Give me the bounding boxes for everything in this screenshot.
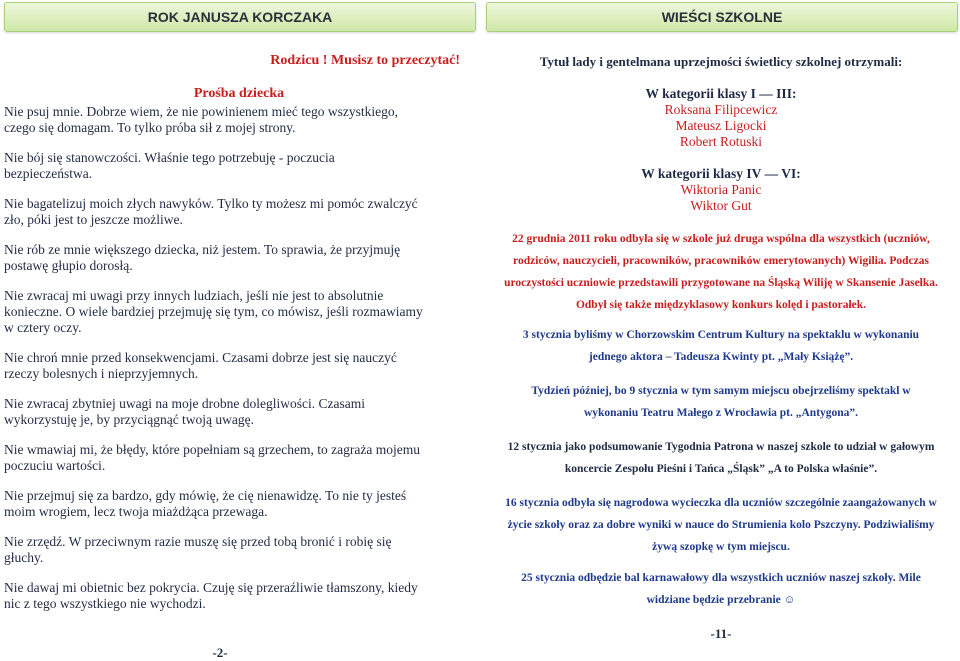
left-banner: ROK JANUSZA KORCZAKA [4,2,476,32]
news-wigilia [482,228,960,316]
news-maly-ksiaze [482,324,960,368]
news-line: rodziców, nauczycieli, pracowników, pracowników emerytowanych) Wigilia. Podczas [513,255,929,267]
news-line: widziane będzie przebranie ☺ [646,594,796,606]
category-title: W kategorii klasy IV — VI: [641,166,801,181]
news-line: żywą szopkę w tym miejscu. [652,541,790,553]
news-line: wykonaniu Teatru Małego z Wrocławia pt. „Antygona”. [583,407,859,419]
news-line: 22 grudnia 2011 roku odbyła się w szkole już druga wspólna dla wszystkich (uczniów, [512,233,930,245]
paragraph: Nie chroń mnie przed konsekwencjami. Czasami dobrze jest się nauczyć rzeczy bolesnych i nieprzyjemnych. [4,350,397,381]
news-line: Odbył się także międzyklasowy konkurs kolęd i pastorałek. [575,299,867,311]
news-line: Tydzień później, bo 9 stycznia w tym samym miejscu obejrzeliśmy spektakl w [531,385,911,397]
paragraph: Nie bój się stanowczości. Właśnie tego potrzebuję - poczucia bezpieczeństwa. [4,150,335,181]
news-line: koncercie Zespołu Pieśni i Tańca „Śląsk” „A to Polska właśnie”. [564,463,878,475]
page-number-right: -11- [710,626,732,641]
winner-name: Wiktor Gut [690,198,752,213]
winner-name: Mateusz Ligocki [675,118,767,133]
category-title: W kategorii klasy I — III: [645,86,797,101]
paragraph: Nie zwracaj zbytniej uwagi na moje drobne dolegliwości. Czasami wykorzystuję je, by przyciągnąć twoją uwagę. [4,396,366,427]
news-line: 12 stycznia jako podsumowanie Tygodnia Patrona w naszej szkole to udział w gałowym [507,441,935,453]
news-line: uroczystości uczniowie przedstawili przygotowane na Śląską Wiliję w Skansenie Jasełka. [504,277,938,289]
winner-name: Roksana Filipcewicz [664,102,778,117]
news-wycieczka [482,492,960,558]
news-line: życie szkoły oraz za dobre wyniki w nauce do Strumienia kolo Pszczyny. Podziwialiśmy [507,519,935,531]
news-line: 3 stycznia byliśmy w Chorzowskim Centrum Kultury na spektaklu w wykonaniu [522,329,920,341]
news-bal [482,567,960,611]
news-antygona [482,380,960,424]
paragraph: Nie bagatelizuj moich złych nawyków. Tylko ty możesz mi pomóc zwalczyć zło, póki jest to jeszcze możliwe. [4,196,418,227]
winner-name: Robert Rotuski [679,134,763,149]
right-page [482,0,960,641]
request-paragraphs [4,104,424,626]
request-title: Prośba dziecka [193,86,285,101]
intro-line: Rodzicu ! Musisz to przeczytać! [270,53,460,68]
paragraph: Nie przejmuj się za bardzo, gdy mówię, że cię nienawidzę. To nie ty jesteś moim wrogiem, lecz twoja miażdżąca przewaga. [4,488,407,519]
paragraph: Nie wmawiaj mi, że błędy, które popełniam są grzechem, to zagraża mojemu poczuciu wartości. [4,442,420,473]
news-patron [482,436,960,480]
paragraph: Nie zwracaj mi uwagi przy innych ludziach, jeśli nie jest to absolutnie konieczne. O wiele bardziej przejmuję się tym, co mówisz, jeśli rozmawiamy w cztery oczy. [4,288,423,335]
news-line: 16 stycznia odbyła się nagrodowa wycieczka dla uczniów szczególnie zaangażowanych w [505,497,937,509]
news-line: 25 stycznia odbędzie bal karnawałowy dla wszystkich uczniów naszej szkoły. Mile [521,572,921,584]
category-2 [482,166,960,214]
award-heading: Tytuł lady i gentelmana uprzejmości świetlicy szkolnej otrzymali: [539,54,903,69]
news-line: jednego aktora – Tadeusza Kwinty pt. „Mały Książę”. [588,351,854,363]
page-number-left: -2- [212,645,228,660]
category-1 [482,86,960,150]
paragraph: Nie zrzędź. W przeciwnym razie muszę się przed tobą bronić i robię się głuchy. [4,534,392,565]
left-page [0,0,478,660]
winner-name: Wiktoria Panic [680,182,762,197]
paragraph: Nie dawaj mi obietnic bez pokrycia. Czuję się przeraźliwie tłamszony, kiedy nic z tego wszystkiego nie wychodzi. [4,580,418,611]
paragraph: Nie rób ze mnie większego dziecka, niż jestem. To sprawia, że przyjmuję postawę głupio dorosłą. [4,242,401,273]
paragraph: Nie psuj mnie. Dobrze wiem, że nie powinienem mieć tego wszystkiego, czego się domagam. To tylko próba sił z mojej strony. [4,104,399,135]
right-banner: WIEŚCI SZKOLNE [486,2,958,32]
